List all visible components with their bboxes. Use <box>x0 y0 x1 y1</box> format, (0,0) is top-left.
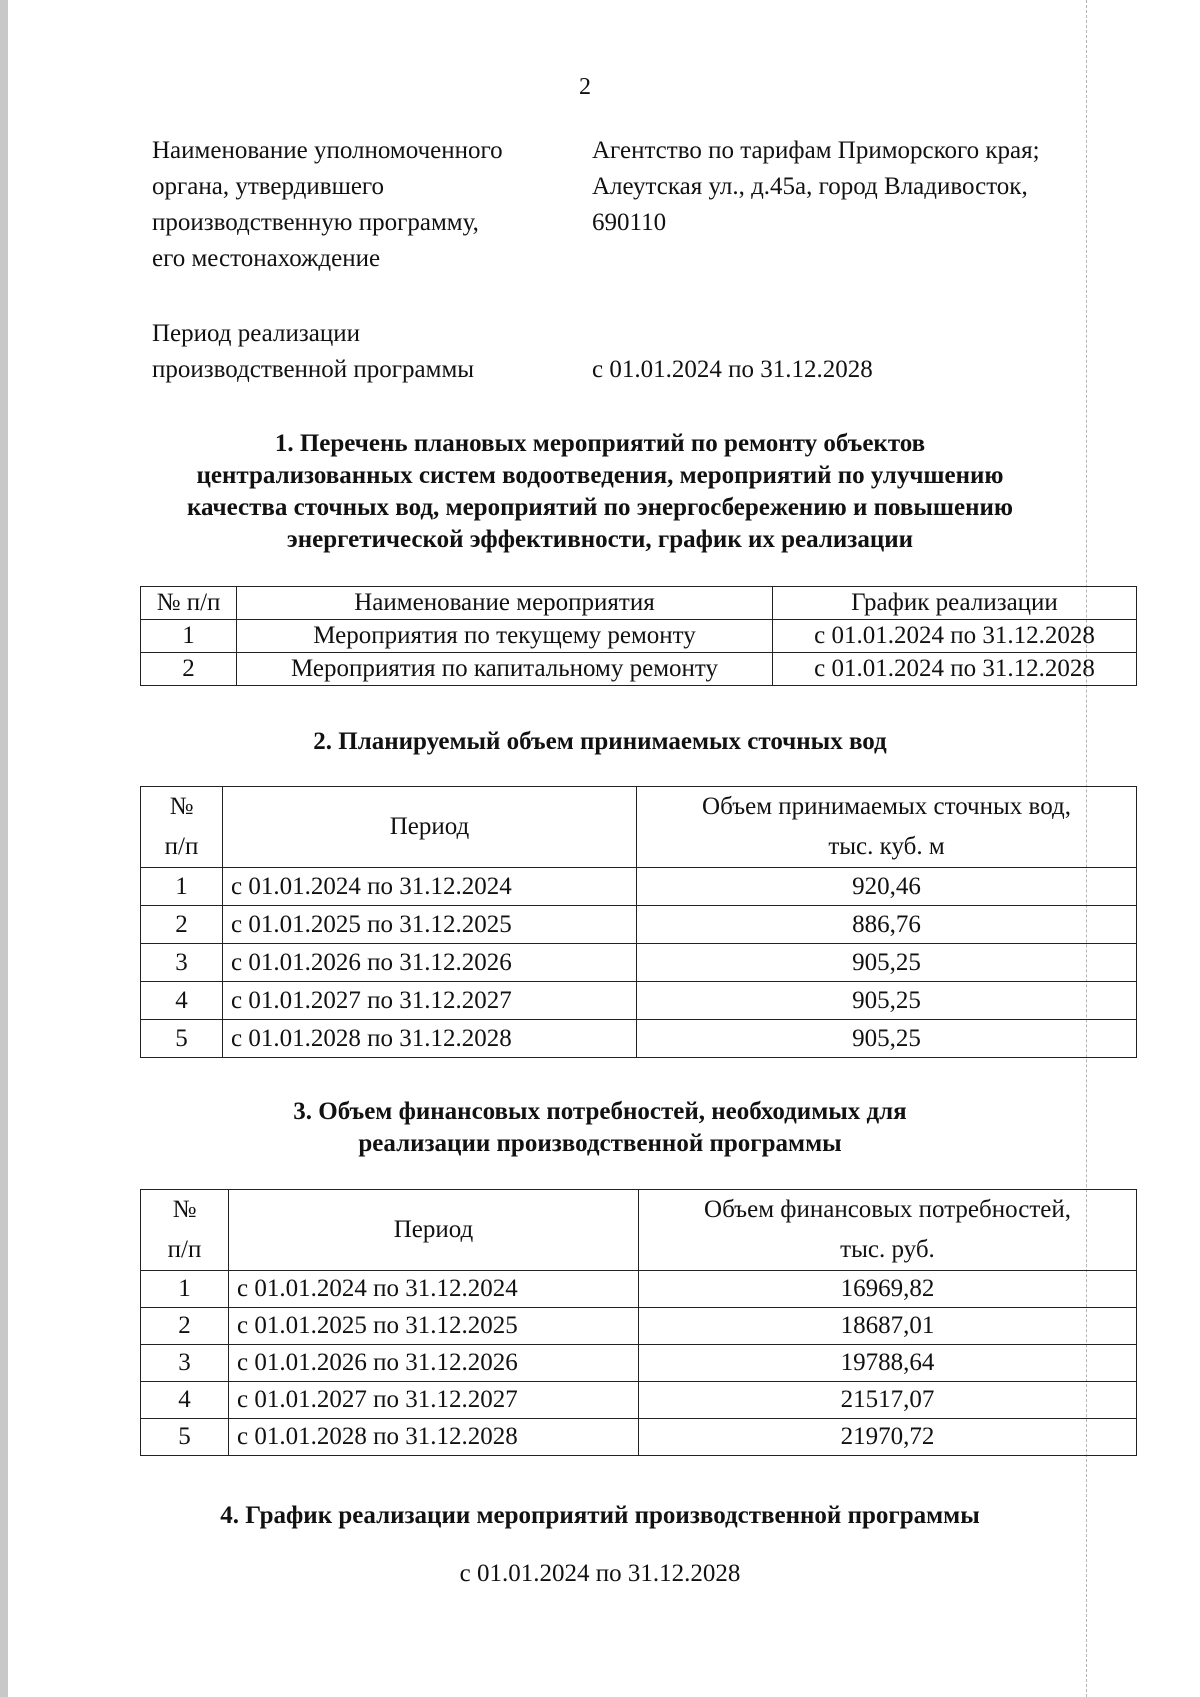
section-3-title: 3. Объем финансовых потребностей, необходимых для реализации производственной программы <box>293 1098 907 1157</box>
page-number: 2 <box>579 74 591 100</box>
table-row: 5 с 01.01.2028 по 31.12.2028 21970,72 <box>141 1419 1137 1456</box>
table-row: 2 с 01.01.2025 по 31.12.2025 18687,01 <box>141 1308 1137 1345</box>
activities-table <box>140 586 1137 686</box>
section-4-period: с 01.01.2024 по 31.12.2028 <box>459 1560 741 1587</box>
header-volume: Объем принимаемых сточных вод, тыс. куб. м <box>637 787 1137 868</box>
section-1-title: 1. Перечень плановых мероприятий по ремонту объектов централизованных систем водоотведения, мероприятий по улучшению качества сточных вод, мероприятий по энергосбережению и повышению энергетической эффективности, график их реализации <box>186 430 1014 553</box>
table-row: 4 с 01.01.2027 по 31.12.2027 905,25 <box>141 982 1137 1020</box>
table-header-row <box>141 1190 1137 1271</box>
header-num: № п/п <box>141 1190 229 1271</box>
wastewater-volume-table <box>140 786 1137 1058</box>
table-row: 1 Мероприятия по текущему ремонту с 01.01.2024 по 31.12.2028 <box>141 620 1137 653</box>
period-label: Период реализации производственной программы <box>152 320 475 383</box>
authority-label: Наименование уполномоченного органа, утвердившего производственную программу, его местонахождение <box>152 137 503 272</box>
table-row: 2 Мероприятия по капитальному ремонту с 01.01.2024 по 31.12.2028 <box>141 653 1137 686</box>
authority-info <box>152 133 1102 283</box>
scan-left-edge <box>0 0 8 1697</box>
section-2-title: 2. Планируемый объем принимаемых сточных вод <box>313 728 887 755</box>
header-period: Период <box>223 787 637 868</box>
header-schedule: График реализации <box>773 587 1137 620</box>
header-num: № п/п <box>141 787 223 868</box>
section-4-title: 4. График реализации мероприятий производственной программы <box>220 1502 980 1529</box>
header-period: Период <box>229 1190 639 1271</box>
header-num: № п/п <box>141 587 237 620</box>
header-activity: Наименование мероприятия <box>237 587 773 620</box>
period-value: с 01.01.2024 по 31.12.2028 <box>592 356 873 383</box>
header-finance: Объем финансовых потребностей, тыс. руб. <box>639 1190 1137 1271</box>
table-header-row <box>141 787 1137 868</box>
table-row: 3 с 01.01.2026 по 31.12.2026 905,25 <box>141 944 1137 982</box>
table-row: 1 с 01.01.2024 по 31.12.2024 920,46 <box>141 868 1137 906</box>
table-row: 1 с 01.01.2024 по 31.12.2024 16969,82 <box>141 1271 1137 1308</box>
authority-value: Агентство по тарифам Приморского края; Алеутская ул., д.45а, город Владивосток, 690110 <box>592 137 1040 236</box>
table-header-row <box>141 587 1137 620</box>
table-row: 4 с 01.01.2027 по 31.12.2027 21517,07 <box>141 1382 1137 1419</box>
table-row: 5 с 01.01.2028 по 31.12.2028 905,25 <box>141 1020 1137 1058</box>
table-row: 2 с 01.01.2025 по 31.12.2025 886,76 <box>141 906 1137 944</box>
table-row: 3 с 01.01.2026 по 31.12.2026 19788,64 <box>141 1345 1137 1382</box>
period-info <box>152 316 1102 396</box>
financial-needs-table <box>140 1189 1137 1456</box>
